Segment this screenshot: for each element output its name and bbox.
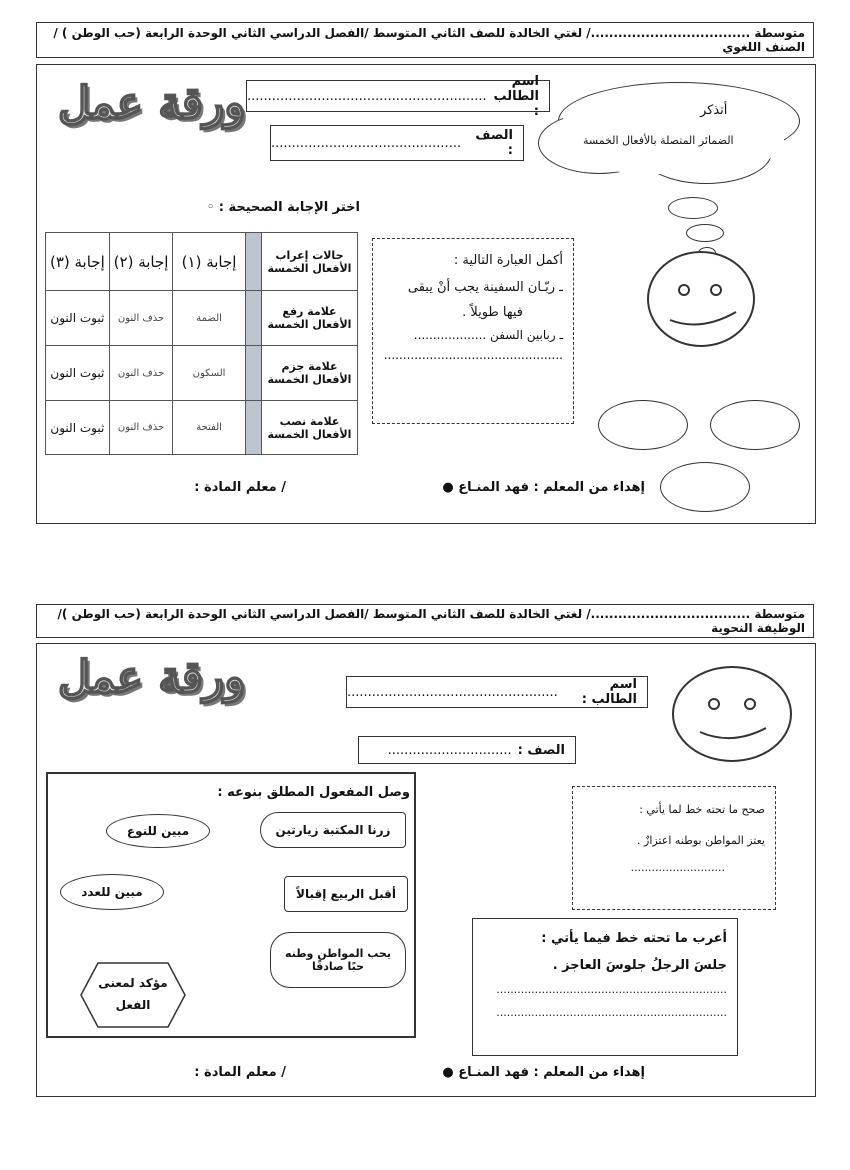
thought-bubble-smaller bbox=[686, 224, 724, 242]
smiley-face-icon bbox=[670, 664, 794, 764]
answer-oval-2 bbox=[710, 400, 800, 450]
thought-bubble-small bbox=[668, 197, 718, 219]
correct-answer-line[interactable]: ........................... bbox=[630, 861, 725, 874]
class-dots: .............................. bbox=[387, 742, 512, 758]
worksheet2-title: ورقة عمل bbox=[58, 652, 246, 703]
match-item-right-2[interactable]: مبين للعدد bbox=[60, 874, 164, 910]
complete-line-3[interactable]: ـ ربابين السفن ................... bbox=[413, 328, 563, 342]
worksheet1-teacher: / معلم المادة : bbox=[194, 480, 286, 495]
worksheet1-student-name-field[interactable] bbox=[246, 73, 550, 119]
cloud-text: الضمائر المتصلة بالأفعال الخمسة bbox=[583, 134, 734, 147]
worksheet1-header bbox=[36, 22, 814, 58]
student-name-dots: .......................................................... bbox=[247, 88, 487, 104]
table-separator bbox=[245, 233, 261, 291]
complete-line-2: فيها طويلاً . bbox=[462, 305, 523, 320]
parse-answer-line-1[interactable]: .................................................................. bbox=[496, 983, 727, 996]
class-dots: .............................................. bbox=[271, 135, 462, 151]
answer-oval-1 bbox=[598, 400, 688, 450]
answer-oval-3 bbox=[660, 462, 750, 512]
parse-answer-line-2[interactable]: .................................................................. bbox=[496, 1006, 727, 1019]
table-cell-case: علامة نصب الأفعال الخمسة bbox=[261, 401, 357, 455]
correct-sentence: يعتز المواطن بوطنه اعتزازٌ . bbox=[637, 834, 765, 847]
complete-line-1: ـ ربّـان السفينة يجب أنْ يبقى bbox=[407, 280, 563, 295]
table-cell-option[interactable]: الفتحة bbox=[173, 401, 245, 455]
table-separator bbox=[245, 346, 261, 401]
complete-sentence-box bbox=[372, 238, 574, 424]
worksheet1-title: ورقة عمل bbox=[58, 78, 246, 129]
table-separator bbox=[245, 401, 261, 455]
parse-title: أعرب ما تحته خط فيما يأتي : bbox=[541, 931, 727, 946]
table-header-cases: حالات إعراب الأفعال الخمسة bbox=[261, 233, 357, 291]
parse-sentence: جلسَ الرجلُ جلوسَ العاجز . bbox=[552, 958, 727, 973]
worksheet2-header-text: متوسطة .................................../ لغتي الخالدة للصف الثاني المتوسط /الفصل الدراسي الثاني الوحدة الرابعة (حب الوطن )/الوظيفة النحوية bbox=[57, 607, 805, 635]
matching-title: وصل المفعول المطلق بنوعه : bbox=[217, 785, 410, 800]
parse-box bbox=[472, 918, 738, 1056]
class-label: الصف : bbox=[517, 742, 565, 758]
match-item-left-1[interactable]: زرنا المكتبة زيارتين bbox=[260, 812, 406, 848]
worksheet2-student-name-field[interactable] bbox=[346, 676, 648, 708]
complete-title: أكمل العبارة التالية : bbox=[453, 253, 563, 268]
match-item-right-3: مؤكد لمعنى الفعل bbox=[98, 976, 168, 1012]
correct-underlined-box bbox=[572, 786, 776, 910]
table-cell-case: علامة جزم الأفعال الخمسة bbox=[261, 346, 357, 401]
table-cell-option[interactable]: السكون bbox=[173, 346, 245, 401]
cloud-title: أتذكر bbox=[700, 103, 728, 118]
class-label: الصف : bbox=[475, 128, 513, 158]
correct-title: صحح ما تحته خط لما يأتي : bbox=[639, 803, 765, 816]
complete-line-4[interactable]: ............................................... bbox=[383, 348, 563, 362]
table-cell-option[interactable]: ثبوت النون bbox=[46, 291, 110, 346]
worksheet2-header bbox=[36, 604, 814, 638]
table-row bbox=[46, 291, 358, 346]
table-header-answer3: إجابة (٣) bbox=[46, 233, 110, 291]
student-name-label: اسم الطالب : bbox=[581, 677, 637, 707]
table-row bbox=[46, 401, 358, 455]
match-item-left-3[interactable]: يحب المواطن وطنه حبًا صادقًا bbox=[270, 932, 406, 988]
match-item-right-1[interactable]: مبين للنوع bbox=[106, 814, 210, 848]
table-cell-option[interactable]: الضمة bbox=[173, 291, 245, 346]
table-cell-option[interactable]: حذف النون bbox=[109, 346, 173, 401]
student-name-dots: ................................................... bbox=[347, 684, 558, 700]
table-separator bbox=[245, 291, 261, 346]
table-cell-option[interactable]: حذف النون bbox=[109, 401, 173, 455]
student-name-label: اسم الطالب : bbox=[493, 73, 539, 119]
worksheet2-class-field[interactable] bbox=[358, 736, 576, 764]
match-item-left-2[interactable]: أقبل الربيع إقبالاً bbox=[284, 876, 408, 912]
worksheet2-dedication: إهداء من المعلم : فهد المنـاع ● bbox=[442, 1065, 645, 1080]
answer-choice-table bbox=[45, 232, 358, 455]
worksheet2-teacher: / معلم المادة : bbox=[194, 1065, 286, 1080]
worksheet1-header-text: متوسطة .................................../ لغتي الخالدة للصف الثاني المتوسط /الفصل الدراسي الثاني الوحدة الرابعة (حب الوطن ) / الصنف اللغوي bbox=[53, 26, 805, 54]
table-header-answer1: إجابة (١) bbox=[173, 233, 245, 291]
worksheet1-dedication: إهداء من المعلم : فهد المنـاع ● bbox=[442, 480, 645, 495]
worksheet1-instruction: اختر الإجابة الصحيحة : ◦ bbox=[206, 200, 360, 215]
table-cell-case: علامة رفع الأفعال الخمسة bbox=[261, 291, 357, 346]
table-header-answer2: إجابة (٢) bbox=[109, 233, 173, 291]
table-row bbox=[46, 346, 358, 401]
table-cell-option[interactable]: ثبوت النون bbox=[46, 401, 110, 455]
table-cell-option[interactable]: حذف النون bbox=[109, 291, 173, 346]
table-cell-option[interactable]: ثبوت النون bbox=[46, 346, 110, 401]
smiley-face-icon bbox=[646, 250, 756, 348]
worksheet1-class-field[interactable] bbox=[270, 125, 524, 161]
